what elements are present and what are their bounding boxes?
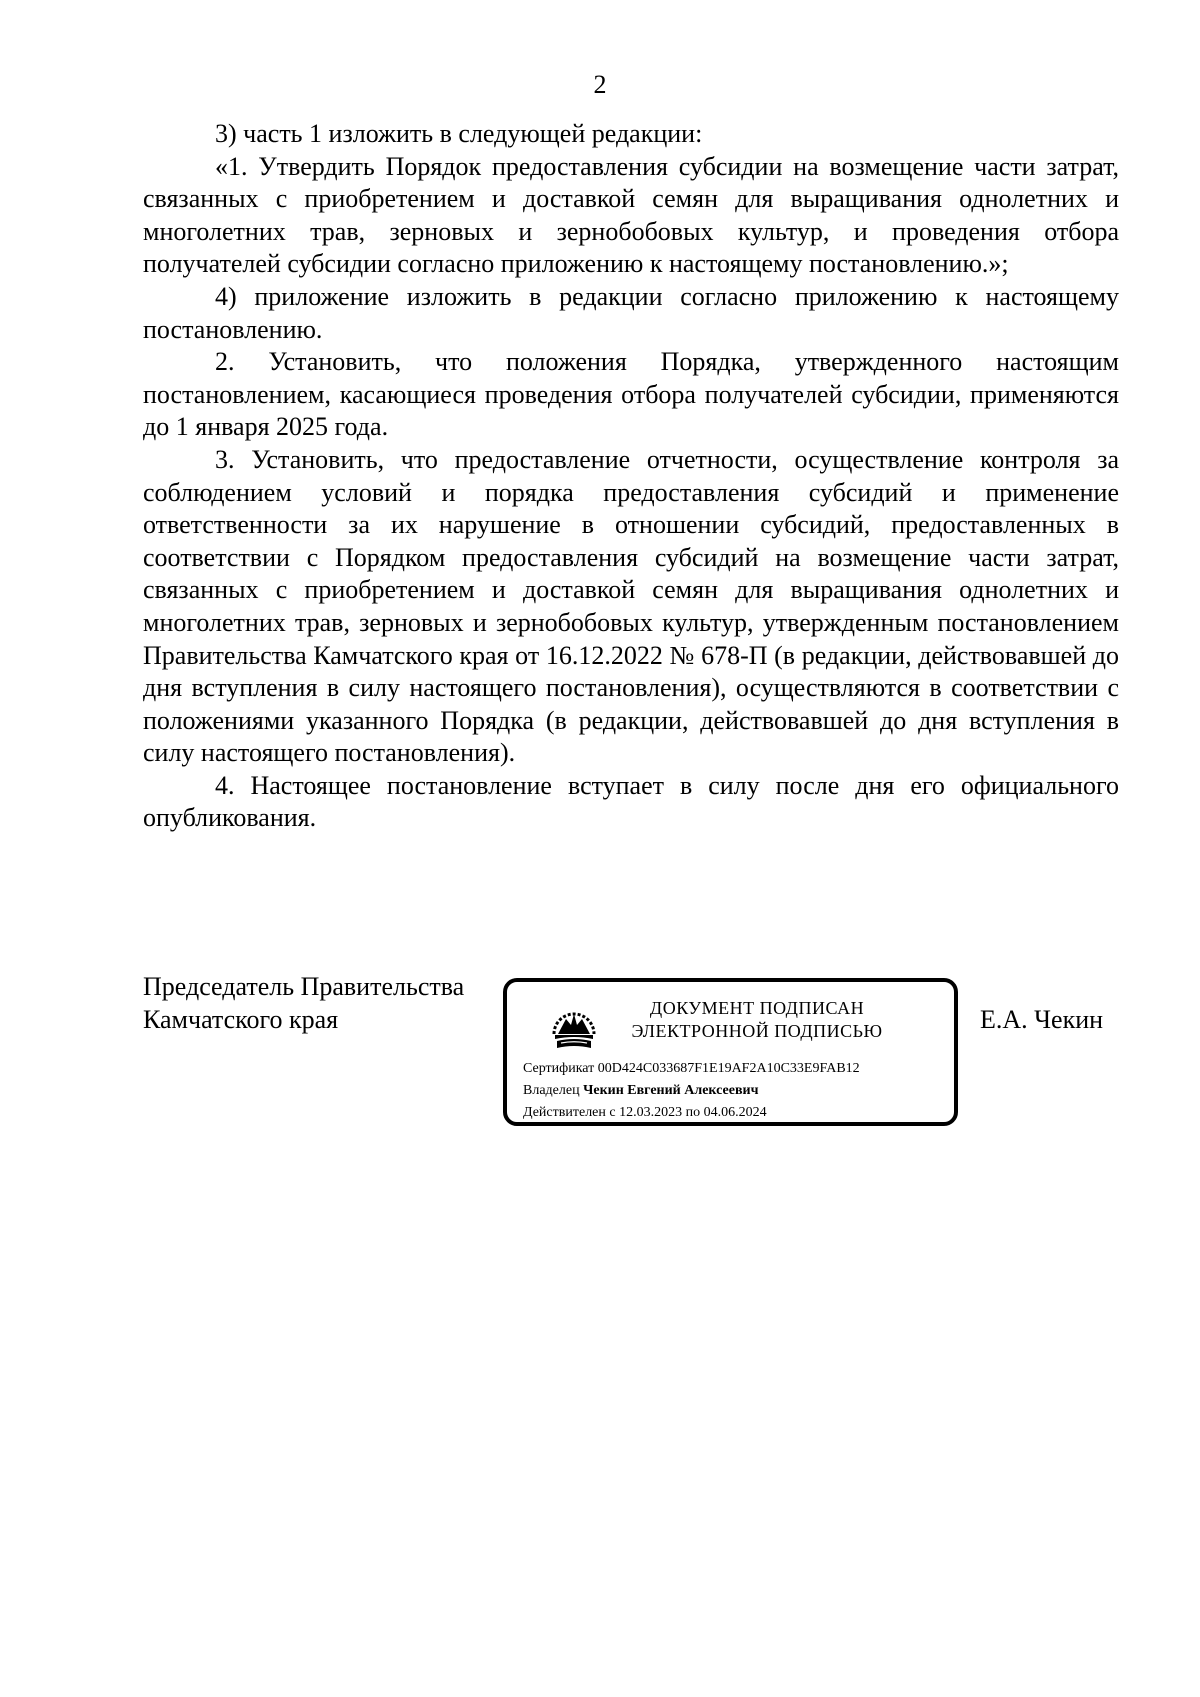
signatory-position-line-2: Камчатского края [143,1005,339,1034]
paragraph-item-3-part1: 3) часть 1 изложить в следующей редакции: [215,119,703,148]
stamp-certificate-label: Сертификат [523,1061,595,1076]
stamp-validity-line [523,1104,767,1122]
stamp-validity-from: 12.03.2023 [619,1105,683,1120]
stamp-owner-line [523,1082,758,1100]
stamp-validity-to-prefix: по [685,1105,701,1120]
signatory-name: Е.А. Чекин [980,1005,1104,1034]
document-body [143,118,1119,835]
paragraph-point-3: 3. Установить, что предоставление отчетности, осуществление контроля за соблюдением условий и порядка предоставления субсидий и применение ответственности за их нарушение в отношении субсидий, предоставленных в соответствии с Порядком предоставления субсидий на возмещение части затрат, связанных с приобретением и доставкой семян для выращивания однолетних и многолетних трав, зерновых и зернобобовых культур, утвержденным постановлением Правительства Камчатского края от 16.12.2022 № 678-П (в редакции, действовавшей до дня вступления в силу настоящего постановления), осуществляются в соответствии с положениями указанного Порядка (в редакции, действовавшей до дня вступления в силу настоящего постановления). [143,444,1119,768]
stamp-title-line-1: ДОКУМЕНТ ПОДПИСАН [649,998,865,1018]
stamp-validity-from-prefix: с [609,1105,616,1120]
stamp-validity-to: 04.06.2024 [703,1105,767,1120]
signatory-position [143,970,464,1036]
stamp-owner-label: Владелец [523,1083,580,1098]
electronic-signature-stamp [503,978,958,1126]
paragraph-point-4: 4. Настоящее постановление вступает в силу после дня его официального опубликования. [143,770,1119,833]
paragraph-point-2: 2. Установить, что положения Порядка, утвержденного настоящим постановлением, касающиеся проведения отбора получателей субсидии, применяются до 1 января 2025 года. [143,347,1119,442]
page-number: 2 [593,70,607,99]
stamp-owner-value: Чекин Евгений Алексеевич [583,1083,759,1098]
stamp-title [607,997,907,1043]
stamp-validity-label: Действителен [523,1105,606,1120]
stamp-title-line-2: ЭЛЕКТРОННОЙ ПОДПИСЬЮ [631,1021,883,1041]
stamp-certificate-value: 00D424C033687F1E19AF2A10C33E9FAB12 [597,1061,860,1076]
paragraph-item-4-appendix: 4) приложение изложить в редакции согласно приложению к настоящему постановлению. [143,281,1119,344]
stamp-certificate-line [523,1060,860,1078]
kamchatka-coat-of-arms-icon [549,1002,599,1052]
paragraph-quoted-point-1: «1. Утвердить Порядок предоставления субсидии на возмещение части затрат, связанных с приобретением и доставкой семян для выращивания однолетних и многолетних трав, зерновых и зернобобовых культур, и проведения отбора получателей субсидии согласно приложению к настоящему постановлению.»; [143,151,1119,279]
signatory-position-line-1: Председатель Правительства [143,972,465,1001]
